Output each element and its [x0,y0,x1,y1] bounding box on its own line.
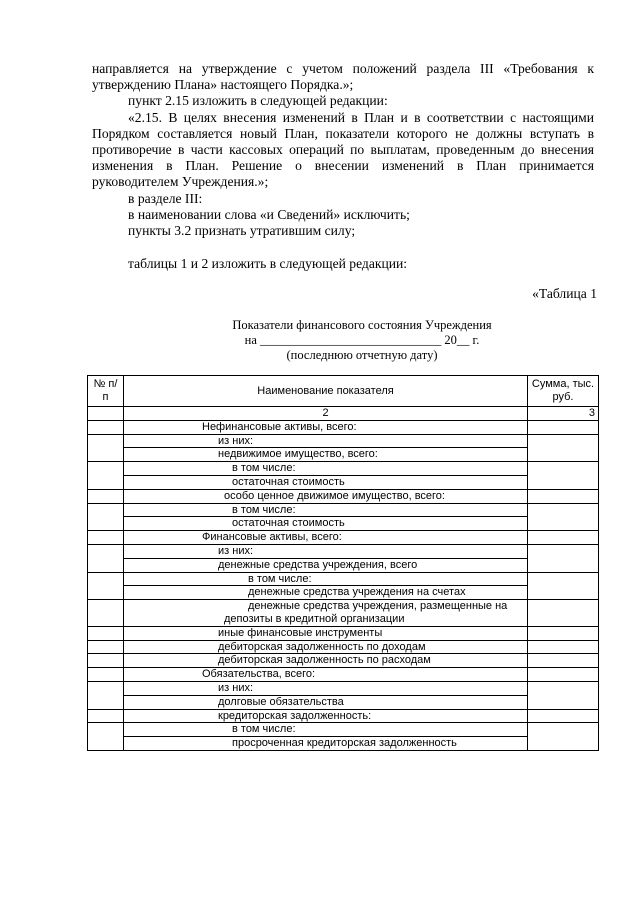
table-row [88,448,599,462]
colnum-3: 3 [528,407,599,421]
row-label: долговые обязательства [124,695,528,709]
heading-date: на _____________________________ 20__ г. [244,333,480,347]
heading-title: Показатели финансового состояния Учреждения [232,318,492,332]
table-row [88,723,599,737]
table-row [88,654,599,668]
paragraph-5: в наименовании слова «и Сведений» исключить; [128,206,410,222]
row-label: денежные средства учреждения на счетах [124,586,528,600]
table-row [88,695,599,709]
row-label-line2: депозиты в кредитной организации [224,612,405,625]
financial-table [87,375,599,751]
table-row [88,544,599,558]
colnum-1 [88,407,124,421]
table-header-row [88,376,599,407]
row-label: из них: [124,544,528,558]
table-row [88,681,599,695]
table-row [88,586,599,600]
paragraph-6: пункты 3.2 признать утратившим силу; [128,223,356,239]
row-label: просроченная кредиторская задолженность [124,737,528,751]
table-row [88,531,599,545]
table-row [88,640,599,654]
paragraph-3: «2.15. В целях внесения изменений в План и в соответствии с настоящими Порядком составляется новый План, показатели которого не должны вступать в противоречие в части кассовых операций по выплатам, проведенным до внесения изменения в План. Решение о внесении изменений в План принимается руководителем Учреждения.»; [92,109,594,190]
row-label: остаточная стоимость [124,517,528,531]
table-row [88,517,599,531]
row-label: из них: [124,434,528,448]
table-column-numbers [88,407,599,421]
paragraph-2: пункт 2.15 изложить в следующей редакции: [128,93,388,109]
table-row [88,434,599,448]
row-label: кредиторская задолженность: [124,709,528,723]
table-heading [92,318,632,363]
row-label: в том числе: [124,723,528,737]
heading-note: (последнюю отчетную дату) [286,348,438,362]
row-label: дебиторская задолженность по расходам [124,654,528,668]
table-row [88,503,599,517]
row-label: дебиторская задолженность по доходам [124,640,528,654]
row-label: иные финансовые инструменты [124,626,528,640]
table-row [88,600,599,627]
row-label: Нефинансовые активы, всего: [124,420,528,434]
table-row [88,572,599,586]
table-row [88,737,599,751]
row-label: остаточная стоимость [124,475,528,489]
paragraph-1: направляется на утверждение с учетом положений раздела III «Требования к утверждению Плана» настоящего Порядка.»; [92,61,594,93]
table-row [88,462,599,476]
row-label-line1: денежные средства учреждения, размещенные на [248,600,508,613]
header-sum: Сумма, тыс. руб. [528,376,599,407]
row-label: недвижимое имущество, всего: [124,448,528,462]
table-row [88,626,599,640]
row-label: особо ценное движимое имущество, всего: [124,489,528,503]
row-label: денежные средства учреждения, всего [124,558,528,572]
colnum-2: 2 [124,407,528,421]
table-row [88,709,599,723]
row-label: в том числе: [124,503,528,517]
document-text [92,61,594,272]
paragraph-4: в разделе III: [128,190,203,206]
table-row [88,489,599,503]
row-label: в том числе: [124,572,528,586]
row-label: из них: [124,681,528,695]
row-label: Финансовые активы, всего: [124,531,528,545]
row-label: в том числе: [124,462,528,476]
table-row [88,420,599,434]
table-row [88,668,599,682]
header-name: Наименование показателя [124,376,528,407]
table-row [88,558,599,572]
row-label: Обязательства, всего: [124,668,528,682]
paragraph-7: таблицы 1 и 2 изложить в следующей редакции: [128,256,408,272]
table-row [88,475,599,489]
table-label: «Таблица 1 [532,286,597,301]
header-number: № п/п [88,376,124,407]
row-label [124,600,528,627]
